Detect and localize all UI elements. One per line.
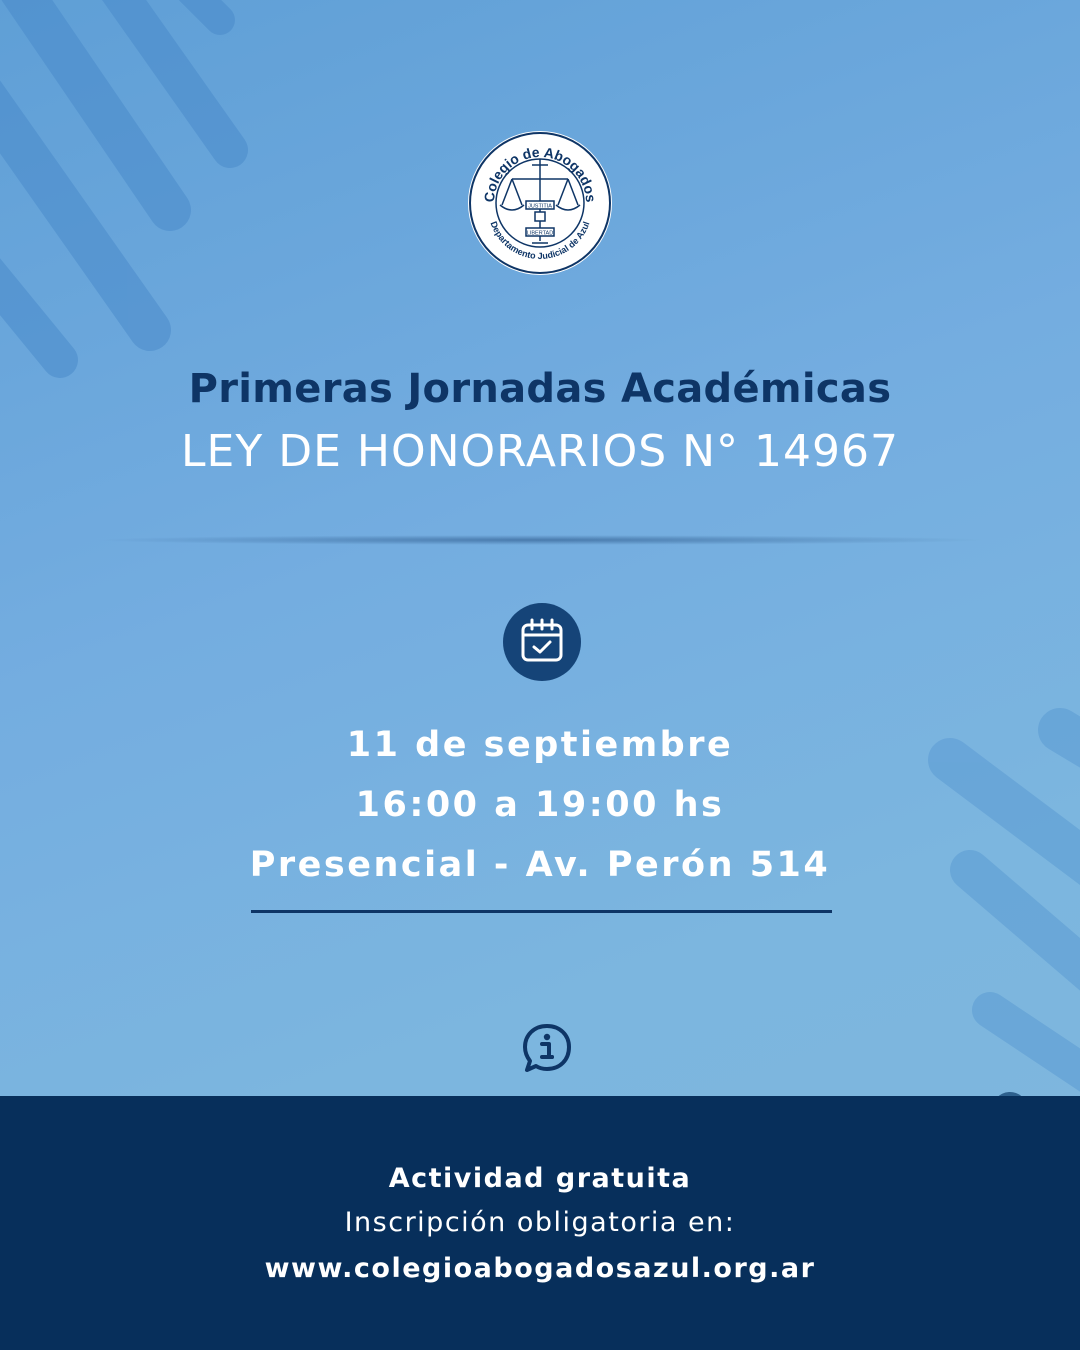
logo-banner-bottom: LIBERTAD [526, 230, 554, 237]
calendar-check-icon [520, 618, 564, 664]
page-title: Primeras Jornadas Académicas [188, 366, 892, 412]
info-bubble-icon [521, 1022, 573, 1074]
event-details [0, 722, 1080, 902]
logo-banner-top: JUSTITIA [528, 203, 552, 210]
event-date: 11 de septiembre [346, 725, 734, 765]
event-location: Presencial - Av. Perón 514 [249, 845, 831, 885]
logo-top-text: Colegio de Abogados [480, 143, 600, 204]
page-subtitle: LEY DE HONORARIOS N° 14967 [181, 426, 899, 477]
footer-free-activity: Actividad gratuita [388, 1163, 692, 1194]
event-time: 16:00 a 19:00 hs [355, 785, 725, 825]
section-divider [90, 535, 990, 545]
footer-registration-note: Inscripción obligatoria en: [344, 1207, 736, 1238]
details-underline [251, 910, 832, 913]
calendar-badge [503, 603, 581, 681]
logo-bottom-text: Departamento Judicial de Azul [488, 219, 592, 262]
footer-website-link[interactable]: www.colegioabogadosazul.org.ar [264, 1253, 816, 1284]
colegio-logo [466, 129, 614, 277]
